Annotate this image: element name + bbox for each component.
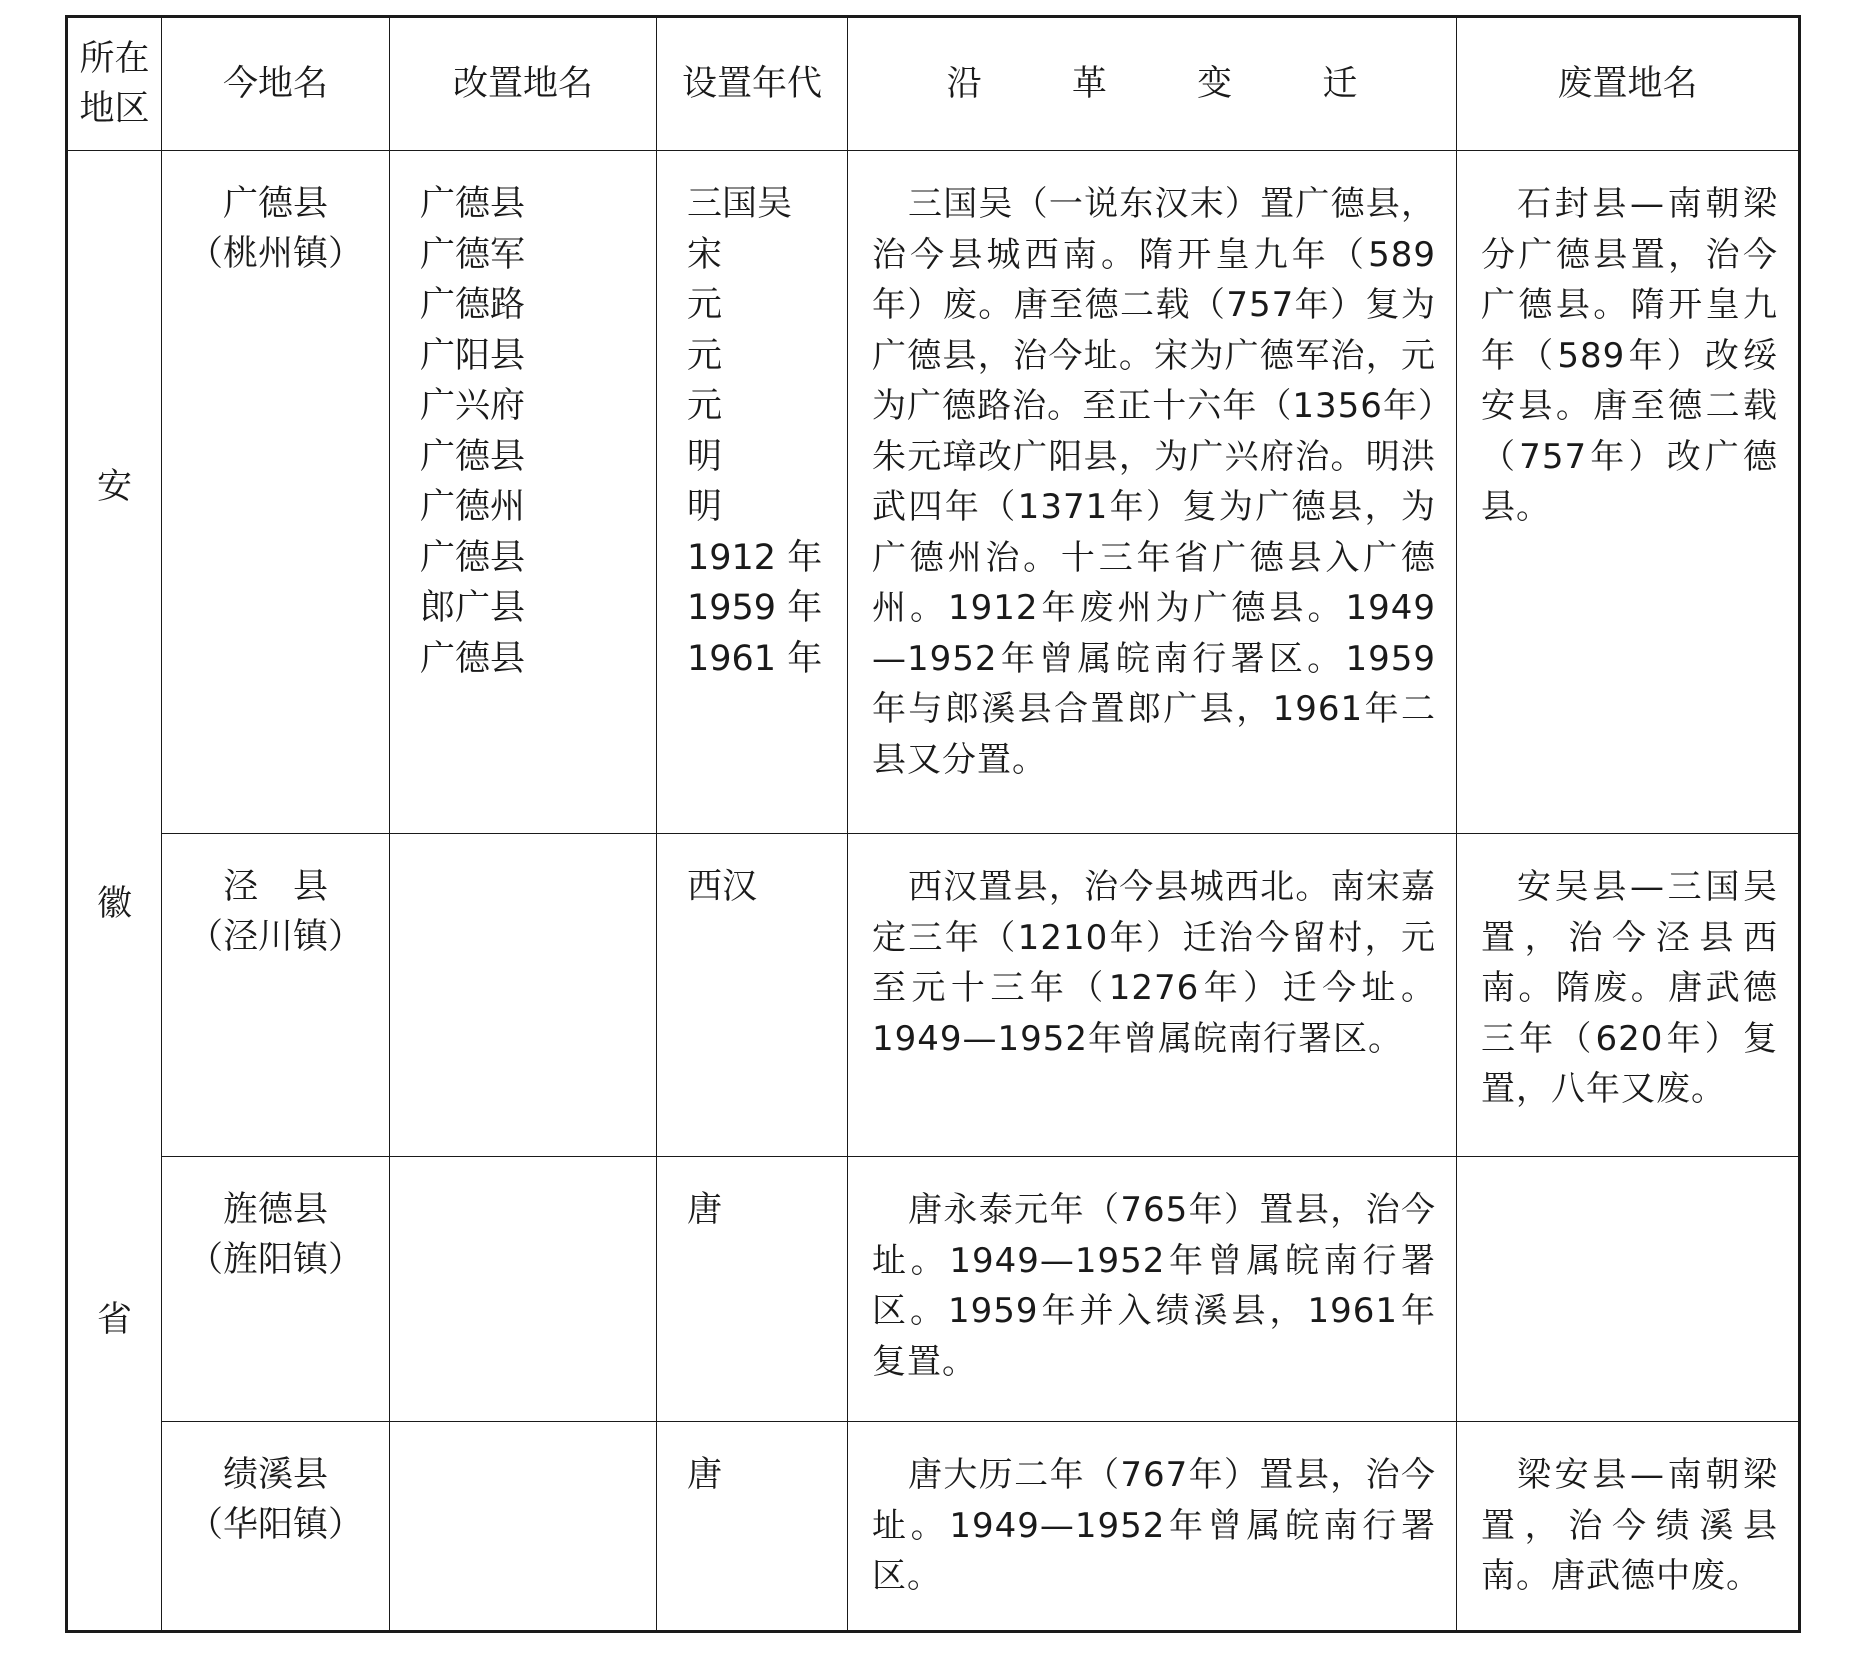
table-row — [67, 151, 1800, 834]
established-cell — [657, 1157, 848, 1422]
established-item: 1959 年 — [687, 588, 823, 628]
abolished-cell: 安吴县—三国吴置，治今泾县西南。隋废。唐武德三年（620年）复置，八年又废。 — [1457, 834, 1800, 1157]
region-char: 安 — [96, 467, 132, 507]
history-cell: 唐大历二年（767年）置县，治今址。1949—1952年曾属皖南行署区。 — [848, 1422, 1457, 1632]
header-row — [67, 17, 1800, 151]
renamed-cell — [390, 1157, 657, 1422]
established-item: 西汉 — [687, 867, 758, 907]
current-name: 旌德县 — [222, 1190, 328, 1230]
header-region-line1: 所在 — [79, 39, 150, 79]
current-seat: （泾川镇） — [187, 917, 363, 957]
history-cell: 唐永泰元年（765年）置县，治今址。1949—1952年曾属皖南行署区。1959年并入绩溪县，1961年复置。 — [848, 1157, 1457, 1422]
established-item: 1912 年 — [687, 537, 823, 578]
region-char: 省 — [96, 1300, 132, 1340]
established-cell — [657, 1422, 848, 1632]
established-item: 宋 — [687, 234, 723, 275]
history-cell: 三国吴（一说东汉末）置广德县，治今县城西南。隋开皇九年（589年）废。唐至德二载（757年）复为广德县，治今址。宋为广德军治，元为广德路治。至正十六年（1356年）朱元璋改广阳县，为广兴府治。明洪武四年（1371年）复为广德县，为广德州治。十三年省广德县入广德州。1912年废州为广德县。1949—1952年曾属皖南行署区。1959年与郎溪县合置郎广县，1961年二县又分置。 — [848, 151, 1457, 834]
current-seat: （华阳镇） — [187, 1505, 363, 1545]
established-item: 明 — [687, 487, 723, 527]
current-name: 绩溪县 — [222, 1455, 328, 1495]
header-renamed: 改置地名 — [390, 17, 657, 151]
renamed-item: 广兴府 — [420, 386, 526, 426]
abolished-cell: 梁安县—南朝梁置，治今绩溪县南。唐武德中废。 — [1457, 1422, 1800, 1632]
header-region-line2: 地区 — [79, 89, 150, 129]
current-seat: （旌阳镇） — [187, 1240, 363, 1280]
renamed-cell — [390, 151, 657, 834]
abolished-cell — [1457, 1157, 1800, 1422]
current-name: 泾 县 — [222, 867, 328, 907]
renamed-item: 广阳县 — [420, 335, 526, 376]
header-current-name: 今地名 — [162, 17, 390, 151]
renamed-item: 郎广县 — [420, 588, 526, 628]
current-name: 广德县 — [222, 184, 328, 224]
established-item: 元 — [687, 335, 723, 376]
renamed-cell — [390, 1422, 657, 1632]
renamed-item: 广德路 — [420, 285, 526, 325]
header-abolished: 废置地名 — [1457, 17, 1800, 151]
table-row — [67, 1422, 1800, 1632]
current-name-cell — [162, 151, 390, 834]
renamed-cell — [390, 834, 657, 1157]
renamed-item: 广德县 — [420, 436, 526, 477]
header-history-label: 沿 革 变 迁 — [946, 64, 1358, 104]
current-name-cell — [162, 834, 390, 1157]
established-item: 1961 年 — [687, 638, 823, 679]
region-cell — [67, 151, 162, 1632]
established-item: 三国吴 — [687, 184, 793, 224]
established-item: 唐 — [687, 1455, 723, 1495]
current-seat: （桃州镇） — [187, 234, 363, 274]
current-name-cell — [162, 1422, 390, 1632]
header-established: 设置年代 — [657, 17, 848, 151]
established-item: 元 — [687, 285, 723, 325]
region-label — [68, 151, 161, 1632]
table-row — [67, 1157, 1800, 1422]
established-cell — [657, 151, 848, 834]
region-char: 徽 — [96, 884, 132, 924]
table-row — [67, 834, 1800, 1157]
county-history-table — [65, 15, 1801, 1633]
history-cell: 西汉置县，治今县城西北。南宋嘉定三年（1210年）迁治今留村，元至元十三年（1276年）迁今址。1949—1952年曾属皖南行署区。 — [848, 834, 1457, 1157]
established-item: 唐 — [687, 1190, 723, 1230]
renamed-item: 广德州 — [420, 487, 526, 527]
renamed-item: 广德县 — [420, 638, 526, 679]
renamed-item: 广德军 — [420, 234, 526, 275]
renamed-item: 广德县 — [420, 537, 526, 578]
current-name-cell — [162, 1157, 390, 1422]
header-history — [848, 17, 1457, 151]
established-cell — [657, 834, 848, 1157]
renamed-item: 广德县 — [420, 184, 526, 224]
established-item: 明 — [687, 436, 723, 477]
header-region — [67, 17, 162, 151]
established-item: 元 — [687, 386, 723, 426]
abolished-cell: 石封县—南朝梁分广德县置，治今广德县。隋开皇九年（589年）改绥安县。唐至德二载（757年）改广德县。 — [1457, 151, 1800, 834]
